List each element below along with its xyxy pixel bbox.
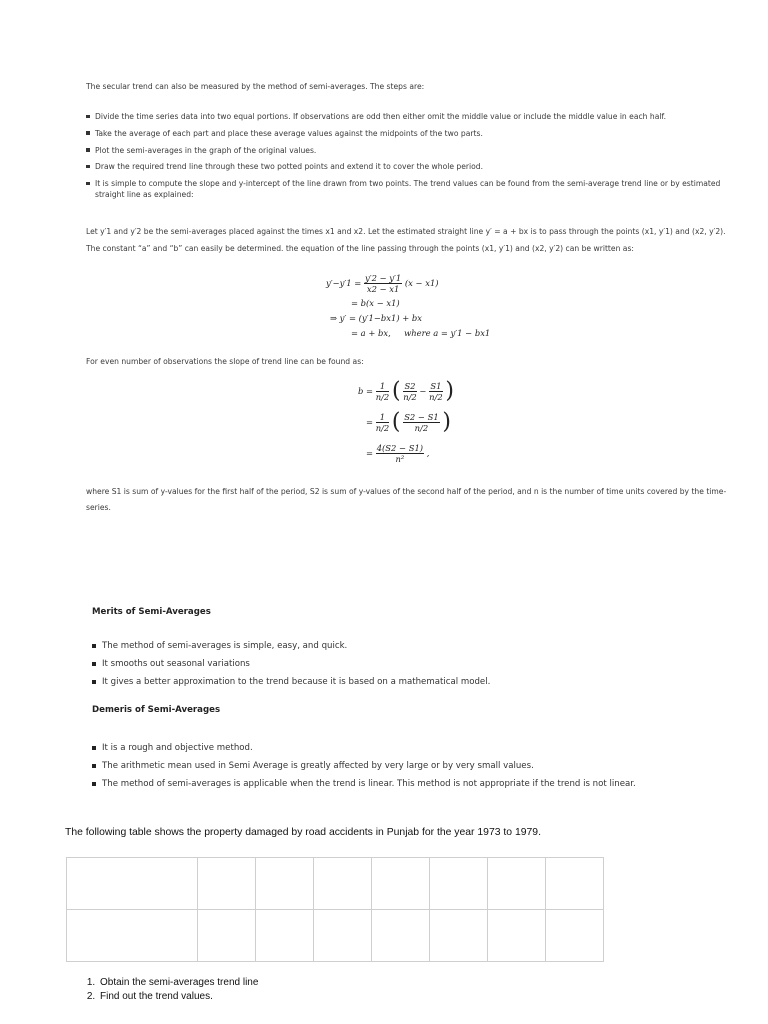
eq-numerator: S2 [404,381,416,391]
table-cell [256,910,314,962]
list-item: The method of semi-averages is applicable when the trend is linear. This method is not appropriate if the trend is not linear. [92,778,752,790]
equation-row: ⇒ y′ = (y′1−bx1) + bx [330,313,423,323]
even-observations-text: For even number of observations the slope of trend line can be found as: [86,357,364,366]
where-text: where S1 is sum of y-values for the first half of the period, S2 is sum of y-values of the second half of the period, and n is the number of time units covered by the time-series. [86,487,727,512]
eq-fraction [364,273,402,294]
table-cell [256,858,314,910]
table-cell [546,858,604,910]
table-cell [314,858,372,910]
eq-numerator: 4(S2 − S1) [376,443,424,453]
list-item: It is simple to compute the slope and y-intercept of the line drawn from two points. The trend values can be found from the semi-average trend line or by estimated straight line as explained: [86,178,736,200]
eq-denominator: n/2 [403,392,417,402]
equation-row [358,378,454,404]
eq-fraction [429,381,443,402]
eq-fraction [376,412,390,433]
paren: ) [445,378,454,404]
eq-denominator: n/2 [429,392,443,402]
list-item: It gives a better approximation to the trend because it is based on a mathematical model. [92,676,752,688]
eq-minus: − [419,386,427,396]
equation-row [366,409,451,435]
eq-denominator: n/2 [414,423,429,433]
table-cell [372,910,430,962]
equation-row [326,273,439,294]
equation-row [366,443,429,464]
paren: ) [442,409,451,435]
eq-fraction [403,381,417,402]
list-item: Divide the time series data into two equal portions. If observations are odd then either omit the middle value or include the middle value in each half. [86,111,736,122]
table-cell [430,910,488,962]
list-item: The arithmetic mean used in Semi Average is greatly affected by very large or by very small values. [92,760,752,772]
list-item: It smooths out seasonal variations [92,658,752,670]
equation-row: = a + bx, where a = y′1 − bx1 [351,328,491,338]
table-cell [198,910,256,962]
table-cell [67,858,198,910]
table-cell [488,858,546,910]
list-item: The method of semi-averages is simple, easy, and quick. [92,640,752,652]
paren: ( [391,409,401,435]
eq-denominator: n/2 [375,423,390,433]
eq-fraction [403,412,439,433]
eq-lhs: b = [358,386,374,396]
table-row [67,858,604,910]
eq-fraction [376,443,424,464]
equation-row: = b(x − x1) [351,298,400,308]
eq-lhs: y′−y′1 = [326,278,362,288]
eq-denominator: n/2 [375,392,390,402]
eq-numerator: S2 − S1 [404,412,439,422]
eq-numerator: 1 [376,412,390,423]
list-item: It is a rough and objective method. [92,742,752,754]
demerits-list [92,742,752,796]
let-paragraph: Let y′1 and y′2 be the semi-averages placed against the times x1 and x2. Let the estimated straight line y′ = a + bx is to pass through the points (x1, y′1) and (x2, y′2). The constant “a” and “b” can easily be determined. the equation of the line passing through the points (x1, y′1) and (x2, y′2) can be written as: [86,227,726,253]
eq-denominator: n² [395,454,405,464]
eq-fraction [376,381,390,402]
eq-equals: = [366,448,374,458]
intro-text: The secular trend can also be measured by the method of semi-averages. The steps are: [86,82,425,91]
list-item: Take the average of each part and place these average values against the midpoints of the two parts. [86,128,736,139]
table-intro-text: The following table shows the property damaged by road accidents in Punjab for the year 1973 to 1979. [65,827,541,838]
eq-numerator: 1 [376,381,390,392]
list-item: 2. Find out the trend values. [98,990,258,1004]
demerits-heading: Demeris of Semi-Averages [92,705,221,715]
table-cell [198,858,256,910]
table-row [67,910,604,962]
eq-numerator: y′2 − y′1 [364,273,402,283]
list-item: Plot the semi-averages in the graph of the original values. [86,145,736,156]
tasks-list [82,976,258,1004]
merits-list [92,640,752,694]
merits-heading: Merits of Semi-Averages [92,607,211,617]
data-table [66,857,604,962]
eq-comma: , [426,448,430,458]
steps-list [86,111,736,206]
eq-denominator: x2 − x1 [366,284,400,294]
explanation-paragraph [86,223,736,263]
table-cell [372,858,430,910]
list-item: Draw the required trend line through these two potted points and extend it to cover the whole period. [86,161,736,172]
paren: ( [391,378,401,404]
eq-tail: (x − x1) [404,278,439,288]
eq-equals: = [366,417,374,427]
table-cell [430,858,488,910]
table-cell [488,910,546,962]
table-cell [314,910,372,962]
list-item: 1. Obtain the semi-averages trend line [98,976,258,990]
table-cell [67,910,198,962]
eq-numerator: S1 [430,381,442,391]
table-cell [546,910,604,962]
